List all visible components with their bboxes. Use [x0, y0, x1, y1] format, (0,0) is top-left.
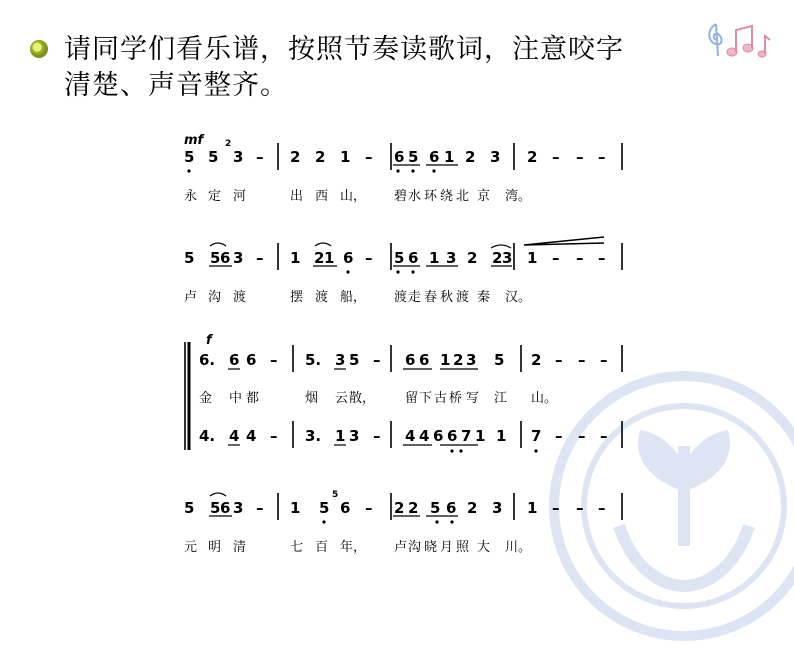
svg-text:5: 5	[210, 249, 221, 267]
svg-text:2: 2	[467, 249, 478, 267]
svg-text:6: 6	[394, 148, 405, 166]
svg-text:京: 京	[477, 189, 491, 204]
svg-text:–: –	[256, 499, 264, 517]
svg-text:出: 出	[290, 189, 304, 204]
svg-text:1: 1	[324, 249, 335, 267]
svg-text:云: 云	[335, 391, 349, 406]
svg-text:5: 5	[184, 148, 195, 166]
svg-text:川。: 川。	[505, 540, 532, 555]
svg-text:3: 3	[502, 249, 513, 267]
svg-text:–: –	[576, 249, 584, 267]
svg-text:3: 3	[349, 427, 360, 445]
svg-text:–: –	[552, 499, 560, 517]
svg-text:1: 1	[475, 427, 486, 445]
svg-text:–: –	[552, 148, 560, 166]
svg-text:绕: 绕	[440, 189, 454, 204]
svg-text:山，: 山，	[340, 189, 367, 204]
svg-text:6: 6	[429, 148, 440, 166]
svg-text:–: –	[555, 351, 563, 369]
svg-text:–: –	[578, 427, 586, 445]
svg-text:水: 水	[408, 189, 422, 204]
svg-text:7: 7	[531, 427, 542, 445]
svg-text:–: –	[256, 249, 264, 267]
svg-text:2: 2	[394, 499, 405, 517]
svg-text:烟: 烟	[305, 391, 319, 406]
svg-text:3: 3	[466, 351, 477, 369]
svg-text:–: –	[600, 427, 608, 445]
svg-text:6.: 6.	[199, 351, 216, 369]
svg-text:–: –	[598, 499, 606, 517]
svg-text:1: 1	[527, 249, 538, 267]
svg-text:卢: 卢	[184, 290, 198, 305]
svg-text:晓: 晓	[424, 540, 438, 555]
svg-text:渡: 渡	[456, 290, 470, 305]
lyrics-row-5	[184, 539, 531, 555]
svg-text:下: 下	[419, 391, 433, 406]
svg-text:3: 3	[233, 249, 244, 267]
svg-text:5: 5	[408, 148, 419, 166]
svg-text:3: 3	[490, 148, 501, 166]
svg-text:–: –	[373, 427, 381, 445]
svg-text:6: 6	[220, 499, 231, 517]
svg-text:定: 定	[208, 189, 222, 204]
svg-text:渡: 渡	[233, 290, 247, 305]
svg-text:春: 春	[424, 290, 438, 305]
svg-text:散，: 散，	[349, 391, 376, 406]
svg-text:3: 3	[492, 499, 503, 517]
svg-text:7: 7	[461, 427, 472, 445]
svg-text:–: –	[365, 249, 373, 267]
grace-note-row5: 5	[332, 490, 339, 500]
svg-text:沟: 沟	[208, 290, 222, 305]
svg-text:2: 2	[315, 148, 326, 166]
lyrics-row-2	[184, 289, 531, 305]
instruction-line-2: 清楚、声音整齐。	[64, 70, 288, 101]
lyrics-row-1	[184, 188, 531, 204]
svg-text:5: 5	[184, 499, 195, 517]
svg-text:1: 1	[440, 351, 451, 369]
svg-text:2: 2	[465, 148, 476, 166]
svg-text:–: –	[598, 249, 606, 267]
svg-text:1: 1	[527, 499, 538, 517]
svg-text:湾。: 湾。	[505, 189, 532, 204]
svg-text:6: 6	[447, 427, 458, 445]
svg-text:2: 2	[492, 249, 503, 267]
svg-text:2: 2	[531, 351, 542, 369]
svg-text:5: 5	[494, 351, 505, 369]
svg-text:1: 1	[429, 249, 440, 267]
svg-text:西: 西	[315, 189, 329, 204]
svg-text:5: 5	[208, 148, 219, 166]
notation-row-1	[184, 148, 606, 166]
svg-text:5.: 5.	[305, 351, 322, 369]
svg-text:1: 1	[340, 148, 351, 166]
svg-text:5: 5	[319, 499, 330, 517]
svg-text:明: 明	[208, 540, 222, 555]
svg-text:–: –	[576, 499, 584, 517]
grace-note-row1: 2	[225, 139, 232, 149]
svg-text:2: 2	[408, 499, 419, 517]
svg-text:碧: 碧	[394, 189, 408, 204]
svg-text:4: 4	[419, 427, 430, 445]
svg-text:–: –	[365, 148, 373, 166]
svg-text:写: 写	[466, 391, 480, 406]
svg-text:船，: 船，	[340, 290, 367, 305]
svg-text:5: 5	[430, 499, 441, 517]
svg-text:2: 2	[290, 148, 301, 166]
svg-text:6: 6	[433, 427, 444, 445]
svg-text:6: 6	[419, 351, 430, 369]
svg-text:都: 都	[246, 391, 260, 406]
svg-text:秦: 秦	[477, 290, 491, 305]
svg-text:–: –	[552, 249, 560, 267]
svg-text:环: 环	[424, 189, 438, 204]
svg-text:5: 5	[349, 351, 360, 369]
svg-text:–: –	[600, 351, 608, 369]
svg-text:–: –	[576, 148, 584, 166]
svg-text:江: 江	[494, 391, 508, 406]
svg-text:古: 古	[434, 391, 448, 406]
svg-text:6: 6	[446, 499, 457, 517]
svg-text:渡: 渡	[394, 290, 408, 305]
lyrics-row-3	[199, 390, 557, 406]
svg-text:1: 1	[335, 427, 346, 445]
svg-text:4: 4	[246, 427, 257, 445]
svg-text:桥: 桥	[449, 391, 463, 406]
svg-text:–: –	[270, 427, 278, 445]
svg-text:5: 5	[210, 499, 221, 517]
svg-text:2: 2	[527, 148, 538, 166]
svg-text:金: 金	[199, 391, 213, 406]
svg-text:–: –	[256, 148, 264, 166]
dynamic-mf: mf	[184, 133, 204, 148]
svg-text:摆: 摆	[290, 290, 304, 305]
svg-text:1: 1	[496, 427, 507, 445]
svg-text:河: 河	[233, 189, 247, 204]
svg-text:1: 1	[290, 499, 301, 517]
svg-text:照: 照	[456, 540, 470, 555]
svg-text:1: 1	[444, 148, 455, 166]
svg-text:–: –	[598, 148, 606, 166]
svg-text:年，: 年，	[340, 540, 367, 555]
svg-text:汉。: 汉。	[505, 290, 532, 305]
svg-text:2: 2	[467, 499, 478, 517]
svg-text:–: –	[373, 351, 381, 369]
svg-text:清: 清	[233, 540, 247, 555]
notation-row-3	[199, 351, 608, 369]
svg-text:七: 七	[290, 540, 304, 555]
beams-and-slurs	[209, 165, 512, 516]
svg-text:3: 3	[335, 351, 346, 369]
svg-text:3.: 3.	[305, 427, 322, 445]
svg-text:–: –	[365, 499, 373, 517]
svg-text:1: 1	[290, 249, 301, 267]
octave-dots	[187, 169, 537, 523]
svg-text:卢: 卢	[394, 540, 408, 555]
svg-text:永: 永	[184, 189, 198, 204]
svg-text:2: 2	[314, 249, 325, 267]
svg-text:5: 5	[184, 249, 195, 267]
svg-text:山。: 山。	[531, 391, 558, 406]
svg-text:秋: 秋	[440, 290, 454, 305]
svg-text:6: 6	[405, 351, 416, 369]
svg-text:沟: 沟	[408, 540, 422, 555]
svg-text:6: 6	[343, 249, 354, 267]
notation-row-2	[184, 249, 606, 267]
svg-text:4: 4	[405, 427, 416, 445]
svg-text:留: 留	[405, 391, 419, 406]
svg-text:北: 北	[456, 189, 470, 204]
svg-text:2: 2	[453, 351, 464, 369]
notation-row-5	[184, 499, 606, 517]
svg-text:中: 中	[229, 391, 243, 406]
svg-text:3: 3	[233, 148, 244, 166]
svg-text:百: 百	[315, 540, 329, 555]
instruction-line-1: 请同学们看乐谱，按照节奏读歌词，注意咬字	[64, 34, 624, 65]
svg-text:5: 5	[394, 249, 405, 267]
svg-text:月: 月	[440, 540, 454, 555]
notation-row-4	[199, 427, 608, 445]
svg-text:3: 3	[233, 499, 244, 517]
svg-text:6: 6	[246, 351, 257, 369]
svg-text:6: 6	[229, 351, 240, 369]
svg-text:–: –	[270, 351, 278, 369]
svg-text:元: 元	[184, 540, 198, 555]
svg-text:6: 6	[340, 499, 351, 517]
svg-text:3: 3	[446, 249, 457, 267]
dynamic-f: f	[206, 333, 212, 348]
svg-text:–: –	[578, 351, 586, 369]
svg-text:4: 4	[229, 427, 240, 445]
svg-text:大: 大	[477, 540, 491, 555]
svg-text:–: –	[555, 427, 563, 445]
svg-text:4.: 4.	[199, 427, 216, 445]
svg-text:渡: 渡	[315, 290, 329, 305]
svg-text:6: 6	[408, 249, 419, 267]
svg-text:走: 走	[408, 290, 422, 305]
svg-text:6: 6	[220, 249, 231, 267]
